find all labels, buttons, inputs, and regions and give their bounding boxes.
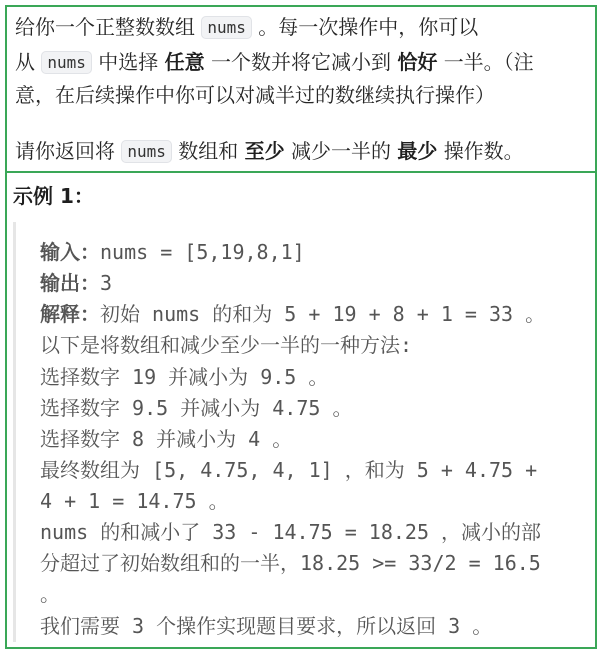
example-explain-7: 4 + 1 = 14.75 。 [40,489,229,513]
example-explain-3: 选择数字 19 并减小为 9.5 。 [40,365,329,389]
example-explain-4: 选择数字 9.5 并减小为 4.75 。 [40,396,353,420]
bold-at-least: 至少 [244,139,285,163]
desc-text: 。每一次操作中，你可以 [258,15,479,39]
example-output [40,268,112,299]
explain-label: 解释： [40,302,100,326]
code-nums: nums [41,51,92,74]
example-explain-11: 我们需要 3 个操作实现题目要求，所以返回 3 。 [40,614,493,638]
desc-text: 操作数。 [443,139,524,163]
code-nums: nums [201,16,252,39]
desc-text: 一个数并将它减小到 [210,50,391,74]
example-explain-8: nums 的和减小了 33 - 14.75 = 18.25 ，减小的部 [40,520,542,544]
desc-line-3 [15,79,495,112]
input-value: nums = [5,19,8,1] [100,240,305,264]
desc-text: 数组和 [178,139,239,163]
bold-exactly: 恰好 [397,50,438,74]
desc-text: 意，在后续操作中你可以对减半过的数继续执行操作） [15,83,495,107]
desc-text: 请你返回将 [15,139,115,163]
example-title: 示例 1： [13,184,94,208]
explain-text: 初始 nums 的和为 5 + 19 + 8 + 1 = 33 。 [100,302,546,326]
problem-description [7,7,597,173]
example-explain-9: 分超过了初始数组和的一半，18.25 >= 33/2 = 16.5 [40,551,541,575]
desc-text: 从 [15,50,35,74]
example-explain-10: 。 [40,582,60,606]
code-nums: nums [121,140,172,163]
desc-text: 给你一个正整数数组 [15,15,195,39]
example-input [40,237,305,268]
example-explain-1 [40,299,545,330]
bold-minimum: 最少 [397,139,438,163]
example-quote-bar [13,222,16,642]
output-value: 3 [100,271,113,295]
desc-line-1 [15,11,478,44]
desc-line-2 [15,46,534,79]
input-label: 输入： [40,240,100,264]
example-explain-2: 以下是将数组和减少至少一半的一种方法: [40,333,413,357]
bold-any: 任意 [164,50,205,74]
desc-text: 中选择 [98,50,159,74]
example-explain-6: 最终数组为 [5, 4.75, 4, 1] ，和为 5 + 4.75 + [40,458,538,482]
example-explain-5: 选择数字 8 并减小为 4 。 [40,427,293,451]
desc-text: 减少一半的 [290,139,391,163]
output-label: 输出： [40,271,100,295]
desc-line-4 [15,135,524,168]
desc-text: 一半。（注 [443,50,534,74]
